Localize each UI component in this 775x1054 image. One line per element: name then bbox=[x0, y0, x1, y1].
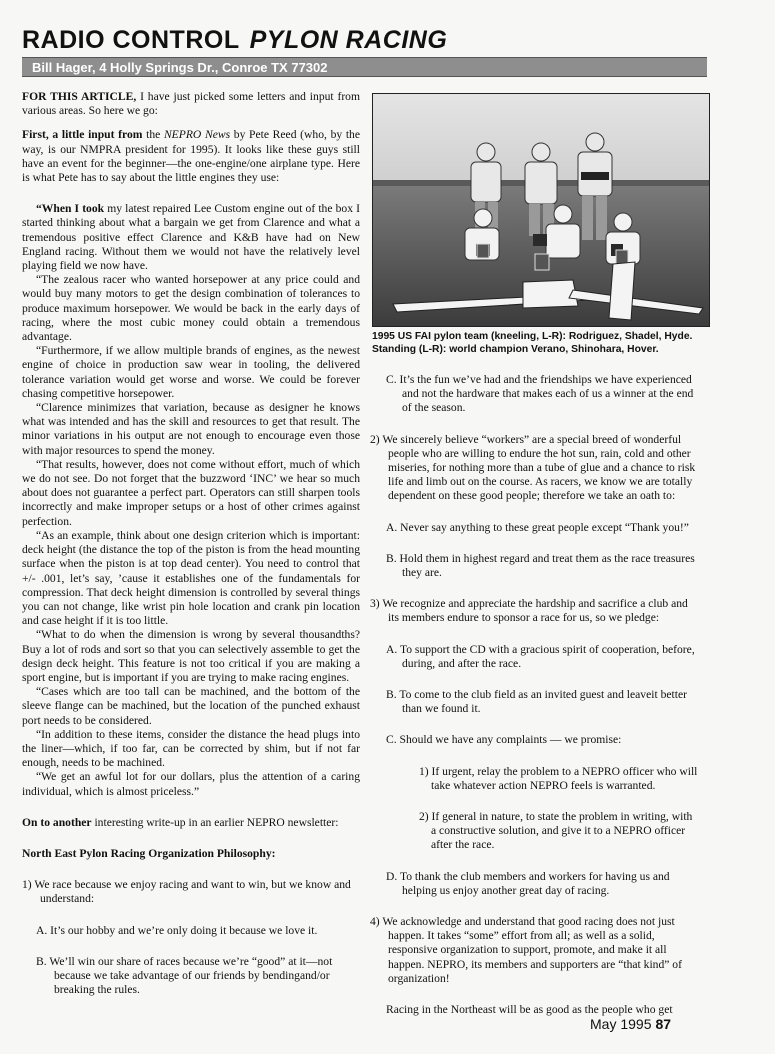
nepro-intro-paragraph: First, a little input from the NEPRO News by Pete Reed (who, by the way, is our NMPRA president for 1995). It looks like these guys still have an event for the beginner—the one-engine/one airplane type. Here is what Pete has to say about the little engines they use: bbox=[22, 128, 360, 185]
list-item: 1) If urgent, relay the problem to a NEPRO officer who will take whatever action NEPRO feels is warranted. bbox=[419, 764, 698, 792]
intro-lead: FOR THIS ARTICLE, bbox=[22, 90, 137, 103]
quote-text: my latest repaired Lee Custom engine out of the box I started thinking about what a bargain we get from Clarence and what a tremendous positive effect Clarence and K&B have had on New England racing. Without them we would not have the relatively level playing field we now have. bbox=[22, 202, 360, 273]
intro-paragraph bbox=[22, 90, 360, 118]
team-photo bbox=[372, 93, 710, 327]
quote-paragraph: “In addition to these items, consider the distance the head plugs into the liner—which, if too far, can be corrected by shim, but if not far enough, needs to be machined. bbox=[22, 727, 360, 770]
intro-text: I have just picked some letters and input from various areas. So here we go: bbox=[22, 90, 360, 118]
list-item: 1) We race because we enjoy racing and want to win, but we know and understand: bbox=[22, 878, 351, 906]
quote-paragraph: “The zealous racer who wanted horsepower at any price could and would buy many motors to get the design combination of tolerances to produce maximum horsepower. We would be back in the early days of racing, where the most cubic money could obtain a tremendous advantage. bbox=[22, 273, 360, 344]
list-item: A. Never say anything to these great people except “Thank you!” bbox=[386, 520, 689, 534]
list-item: A. It’s our hobby and we’re only doing it because we love it. bbox=[36, 923, 318, 937]
team-photo-illustration bbox=[373, 94, 709, 326]
title-italic: PYLON RACING bbox=[249, 26, 448, 54]
newsletter-paragraph bbox=[22, 816, 360, 830]
list-item: B. We’ll win our share of races because we’re “good” at it—not because we take advantage of our friends by bendingand/or breaking the rules. bbox=[36, 954, 333, 997]
photo-caption: 1995 US FAI pylon team (kneeling, L-R): Rodriguez, Shadel, Hyde. Standing (L-R): world champion Verano, Shinohara, Hover. bbox=[372, 331, 693, 355]
nepro-source: NEPRO News bbox=[163, 128, 231, 142]
list-item: B. Hold them in highest regard and treat them as the race treasures they are. bbox=[386, 551, 695, 580]
quote-paragraph: “Cases which are too tall can be machined, and the bottom of the sleeve flange can be machined, but the location of the punched exhaust port needs to be considered. bbox=[22, 685, 360, 727]
list-item: D. To thank the club members and workers for having us and helping us enjoy another great day of racing. bbox=[386, 869, 670, 897]
list-item: C. Should we have any complaints — we promise: bbox=[386, 733, 622, 747]
title-main: RADIO CONTROL bbox=[22, 26, 240, 54]
list-item: A. To support the CD with a gracious spirit of cooperation, before, during, and after the race. bbox=[386, 642, 695, 670]
page-number: 87 bbox=[655, 1016, 672, 1032]
list-item: C. It’s the fun we’ve had and the friendships we have experienced and not the hardware that makes each of us a winner at the end of the season. bbox=[386, 373, 694, 415]
list-item: B. To come to the club field as an invited guest and leaveit better than we found it. bbox=[386, 688, 687, 716]
quote-paragraph: “Furthermore, if we allow multiple brands of engines, as the newest engine of choice in production saw wear in tooling, the delivered tolerance variation would get worse and worse. We could be forever chasing competitive horsepower. bbox=[22, 344, 360, 400]
philosophy-heading-text: North East Pylon Racing Organization Philosophy: bbox=[22, 846, 276, 860]
nepro-lead: First, a little input from bbox=[22, 128, 143, 142]
left-column bbox=[22, 90, 360, 997]
author-byline: Bill Hager, 4 Holly Springs Dr., Conroe TX 77302 bbox=[22, 57, 707, 77]
quote-paragraph: “Clarence minimizes that variation, because as designer he knows what was intended and has the skill and resources to get that result. The minor variations in his output are not enough to encourage even those with major resources to spend the money. bbox=[22, 401, 360, 457]
newsletter-lead: On to another bbox=[22, 815, 92, 829]
page-footer bbox=[590, 1016, 671, 1032]
list-item: 2) If general in nature, to state the problem in writing, with a constructive solution, and give it to a NEPRO officer after the race. bbox=[419, 810, 693, 852]
list-item: 3) We recognize and appreciate the hardship and sacrifice a club and its members endure to sponsor a race for us, so we pledge: bbox=[370, 597, 688, 625]
list-item: 2) We sincerely believe “workers” are a special breed of wonderful people who are willing to endure the hot sun, rain, cold and other miseries, for nothing more than a tube of glue and a chance to risk life and limb out on the course. As racers, we know we are totally dependent on these good people; therefore we take an oath to: bbox=[370, 432, 696, 503]
philosophy-heading bbox=[22, 847, 360, 861]
issue-date: May 1995 bbox=[590, 1016, 652, 1032]
closing-paragraph: Racing in the Northeast will be as good as the people who get bbox=[386, 1003, 673, 1017]
quote-paragraph: “As an example, think about one design criterion which is important: deck height (the distance the top of the piston is from the head mounting surface when the piston is at top dead center). You need to control that +/- .001, let’s say, ’cause it establishes one of the fundamentals for compression. That deck height dimension is controlled by several things you can not change, like wrist pin hole location and crank pin location and case height if it is too little. bbox=[22, 528, 360, 628]
quote-paragraph bbox=[22, 202, 360, 273]
list-item: 4) We acknowledge and understand that good racing does not just happen. It takes “some” effort from all; as well as a solid, responsive organization to support, promote, and make it all happen. NEPRO, its members and supporters are “that kind” of organization! bbox=[370, 915, 682, 985]
nepro-text: by Pete Reed (who, by the way, is our NMPRA president for 1995). It looks like these guys still have an event for the beginner—the one-engine/one airplane type. Here is what Pete has to say about the little engines they use: bbox=[22, 128, 360, 185]
quote-lead: “When I took bbox=[36, 202, 105, 216]
quote-paragraph: “We get an awful lot for our dollars, plus the attention of a caring individual, which is almost priceless.” bbox=[22, 770, 360, 798]
right-column bbox=[370, 373, 700, 1017]
article-title bbox=[22, 26, 447, 55]
quote-paragraph: “What to do when the dimension is wrong by several thousandths? Buy a lot of rods and sort so that you can selectively assemble to get the design deck height. This feature is not too critical if you are making a sport engine, but is important if you are trying to make racing engines. bbox=[22, 628, 360, 684]
newsletter-text: interesting write-up in an earlier NEPRO newsletter: bbox=[91, 815, 339, 829]
quote-paragraph: “That results, however, does not come without effort, much of which we do not see. Do not forget that the buzzword ‘INC’ we hear so much about does not guarantee a perfect part. Operators can still sharpen tools incorrectly and make improper setups or a host of other crimes against perfection. bbox=[22, 457, 360, 528]
